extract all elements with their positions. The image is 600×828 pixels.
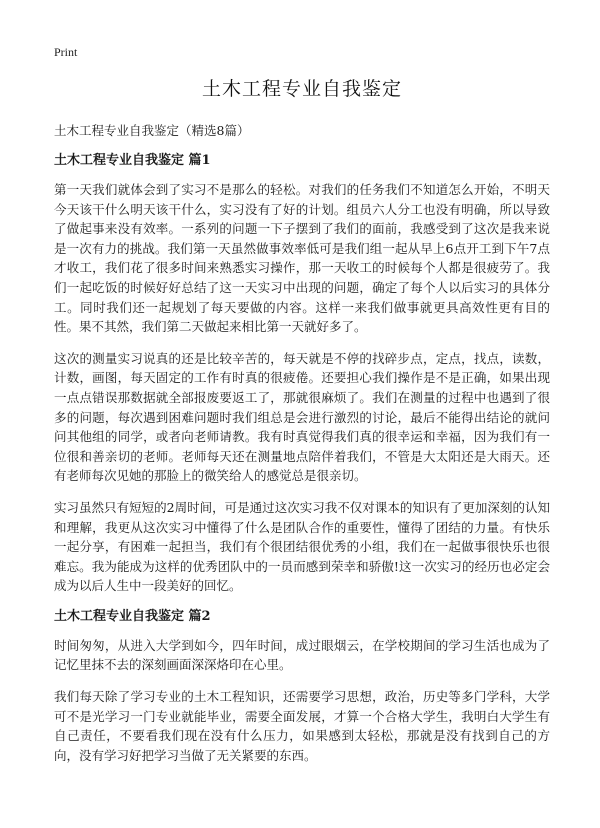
print-link[interactable]: Print [54, 45, 78, 59]
section-heading: 土木工程专业自我鉴定 篇2 [54, 608, 211, 624]
paragraph: 我们每天除了学习专业的土木工程知识，还需要学习思想，政治，历史等多门学科，大学可不是光学习一门专业就能毕业，需要全面发展，才算一个合格大学生，我明白大学生有自己责任，不要看我们现在没有什么压力，如果感到太轻松，那就是没有找到自己的方向，没有学习好把学习当做了无关紧要的东西。 [54, 689, 550, 763]
paragraph: 实习虽然只有短短的2周时间，可是通过这次实习我不仅对课本的知识有了更加深刻的认知和理解，我更从这次实习中懂得了什么是团队合作的重要性，懂得了团结的力量。有快乐一起分享，有困难一起担当，我们有个很团结很优秀的小组，我们在一起做事很快乐也很难忘。我为能成为这样的优秀团队中的一员而感到荣幸和骄傲!这一次实习的经历也必定会成为以后人生中一段美好的回忆。 [54, 499, 550, 594]
paragraph: 这次的测量实习说真的还是比较辛苦的，每天就是不停的找碎步点，定点，找点，读数，计数，画图，每天固定的工作有时真的很疲倦。还要担心我们操作是不是正确，如果出现一点点错误那数据就全部报废要返工了，那就很麻烦了。我们在测量的过程中也遇到了很多的问题，每次遇到困难问题时我们组总是会进行激烈的讨论，最后不能得出结论的就问问其他组的同学，或者向老师请教。我有时真觉得我们真的很幸运和幸福，因为我们有一位很和善亲切的老师。老师每天还在测量地点陪伴着我们，不管是大太阳还是大雨天。还有老师每次见她的那脸上的微笑给人的感觉总是很亲切。 [54, 350, 550, 484]
section-heading: 土木工程专业自我鉴定 篇1 [54, 153, 211, 168]
section-1 [54, 152, 550, 596]
paragraph: 第一天我们就体会到了实习不是那么的轻松。对我们的任务我们不知道怎么开始，不明天今天该干什么明天该干什么，实习没有了好的计划。组员六人分工也没有明确，所以导致了做起事来没有效率。一系列的问题一下子摆到了我们的面前，我感受到了这次是我来说是一次有力的挑战。我们第一天虽然做事效率低可是我们组一起从早上6点开工到下午7点才收工，我们花了很多时间来熟悉实习操作，那一天收工的时候每个人都是很疲劳了。我们一起吃饭的时候好好总结了这一天实习中出现的问题，确定了每个人以后实习的具体分工。同时我们还一起规划了每天要做的内容。这样一来我们做事就更具高效性更有目的性。果不其然，我们第二天做起来相比第一天就好多了。 [54, 182, 550, 335]
paragraph: 时间匆匆，从进入大学到如今，四年时间，成过眼烟云，在学校期间的学习生活也成为了记忆里抹不去的深刻画面深深烙印在心里。 [54, 637, 550, 673]
section-2 [54, 608, 550, 766]
page-title: 土木工程专业自我鉴定 [201, 78, 402, 100]
document-subtitle: 土木工程专业自我鉴定（精选8篇） [54, 123, 250, 138]
